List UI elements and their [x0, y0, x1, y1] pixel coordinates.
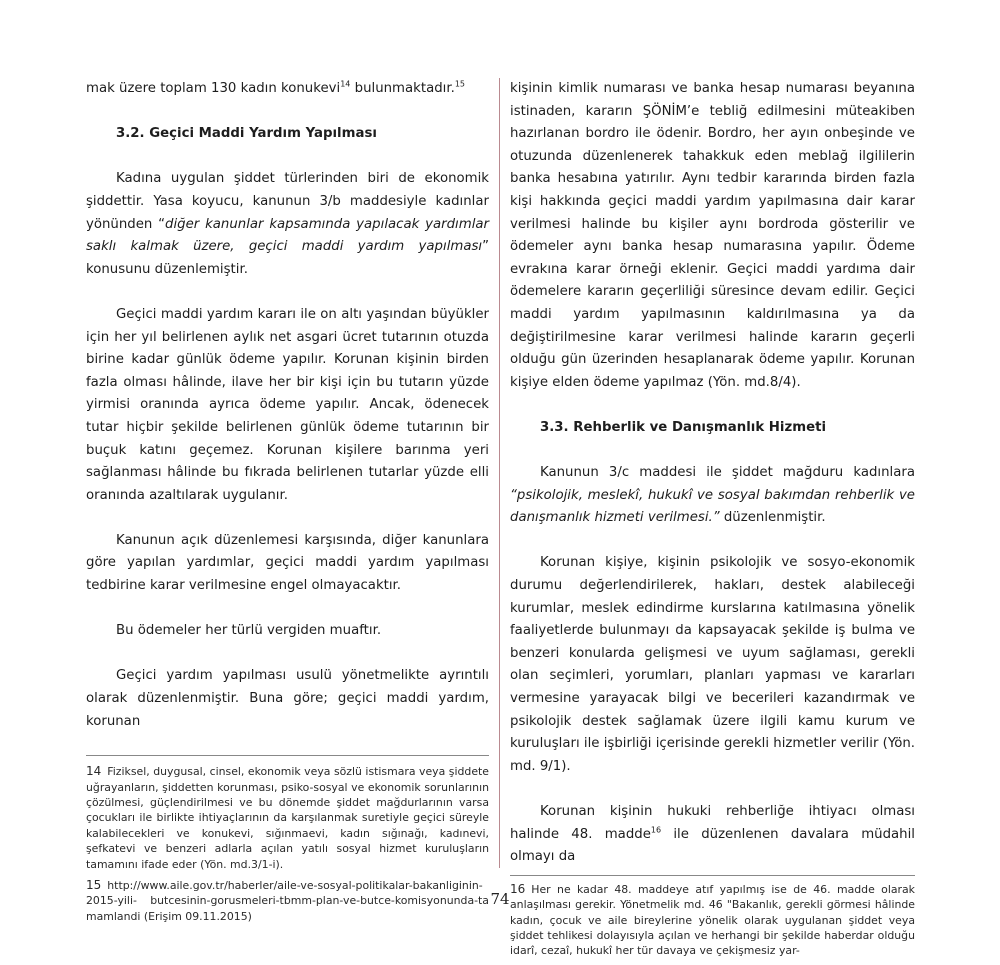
paragraph-procedure: Geçici yardım yapılması usulü yönetmelikte ayrıntılı olarak düzenlenmiştir. Buna göre; geçici maddi yardım, korunan [86, 668, 489, 729]
left-column [86, 78, 489, 930]
section-heading-3-3: 3.3. Rehberlik ve Danışmanlık Hizmeti [540, 419, 826, 435]
section-heading-3-2: 3.2. Geçici Maddi Yardım Yapılması [116, 126, 377, 142]
footnote-15: 15 http://www.aile.gov.tr/haberler/aile-ve-sosyal-politikalar-bakanliginin-2015-yili- butcesinin-gorusmeleri-tbmm-plan-ve-butce-komisyonunda-tamamlandi (Erişim 09.11.2015) [86, 878, 489, 923]
page-number: 74 [490, 890, 510, 908]
paragraph-payment-amount: Geçici maddi yardım kararı ile on altı yaşından büyükler için her yıl belirlenen aylık net asgari ücret tutarının otuzda birine kadar günlük ödeme yapılır. Korunan kişinin birden fazla olması hâlinde, ilave her bir kişi için bu tutarın yüzde yirmisi oranında ayrıca ödeme yapılır. Ancak, ödenecek tutar hiçbir şekilde belirlenen günlük ödeme tutarının bir buçuk katını geçemez. Korunan kişilere barınma yeri sağlanması hâlinde bu fıkrada belirlenen tutarlar yüzde elli oranında azaltılarak uygulanır. [86, 306, 489, 503]
paragraph-legal-guidance: Korunan kişinin hukuki rehberliğe ihtiyacı olması halinde 48. madde$^{16}$ ile düzenlenen davalara müdahil olmayı da [510, 804, 915, 865]
footnote-separator [510, 875, 915, 876]
paragraph-economic-violence: Kadına uygulan şiddet türlerinden biri de ekonomik şiddettir. Yasa koyucu, kanunun 3/b maddesiyle kadınlar yönünden “diğer kanunlar kapsamında yapılacak yardımlar saklı kalmak üzere, geçici maddi yardım yapılması” konusunu düzenlemiştir. [86, 171, 490, 277]
footnote-14: 14 Fiziksel, duygusal, cinsel, ekonomik veya sözlü istismara veya şiddete uğrayanların, şiddetten korunması, psiko-sosyal ve ekonomik sorunlarının çözülmesi, güçlendirilmesi ve bu dönemde şiddet mağdurlarının varsa çocukları ile birlikte ihtiyaçlarının da karşılanmak suretiyle geçici süreyle kalabilecekleri ve konukevi, sığınmaevi, kadın sığınağı, kadınevi, şefkatevi ve benzeri adlarla açılan yatılı sosyal hizmet kuruluşların tamamını ifade eder (Yön. md.3/1-i). [86, 764, 489, 871]
paragraph-guidance-law: Kanunun 3/c maddesi ile şiddet mağduru kadınlara “psikolojik, meslekî, hukukî ve sosyal bakımdan rehberlik ve danışmanlık hizmeti verilmesi.” düzenlenmiştir. [510, 465, 915, 526]
paragraph-guidance-services: Korunan kişiye, kişinin psikolojik ve sosyo-ekonomik durumu değerlendirilerek, hakları, destek alabileceği kurumlar, meslek edindirme kurslarına katılmasına yönelik faaliyetlerde bulunmayı da kapsayacak şekilde iş bulma ve benzeri konularda gelişmesi ve uyum sağlaması, gerekli olan seçimleri, yorumları, planları yapması ve kararları vermesine yarayacak bilgi ve becerileri kazandırmak ve psikolojik destek sağlamak üzere ilgili kamu kurum ve kuruluşları ile işbirliği içerisinde gerekli hizmetler verilir (Yön. md. 9/1). [510, 555, 915, 774]
footnote-15-link[interactable]: http://www.aile.gov.tr/haberler/aile-ve-sosyal-politikalar-bakanliginin-2015-yili- butcesinin-gorusmeleri-tbmm-plan-ve-butce-komisyonunda-tamamlandi (Erişim 09.11.2015) [86, 879, 489, 923]
footnote-ref-16[interactable]: 16 [650, 825, 662, 835]
column-divider [499, 78, 500, 868]
right-column [510, 78, 915, 965]
footnote-ref-15[interactable]: 15 [454, 79, 466, 89]
paragraph-other-aid: Kanunun açık düzenlemesi karşısında, diğer kanunlara göre yapılan yardımlar, geçici maddi yardım yapılması tedbirine karar verilmesine engel olmayacaktır. [86, 532, 489, 594]
paragraph-tax-exempt: Bu ödemeler her türlü vergiden muaftır. [116, 623, 382, 639]
footnote-separator [86, 755, 489, 756]
footnote-16: 16 Her ne kadar 48. maddeye atıf yapılmış ise de 46. madde olarak anlaşılması gerekir. Yönetmelik md. 46 "Bakanlık, gerekli görmesi hâlinde kadın, çocuk ve aile bireylerine yönelik olarak uygulanan şiddet veya şiddet tehlikesi dolayısıyla açılan ve herhangi bir şekilde haberdar olduğu idarî, cezaî, hukukî her tür davaya ve çekişmesiz yar- [510, 881, 915, 958]
paragraph-payment-procedure: kişinin kimlik numarası ve banka hesap numarası beyanına istinaden, kararın ŞÖNİM’e tebliğ edilmesini müteakiben hazırlanan bordro ile ödenir. Bordro, her ayın onbeşinde ve otuzunda düzenlenerek tahakkuk eden meblağ ilgililerin banka hesabına yatırılır. Aynı tedbir kararında birden fazla kişi hakkında geçici maddi yardım yapılmasına dair karar verilmesi halinde bu kişiler aynı bordroda gösterilir ve ödemeler aynı banka hesap numarasına yapılır. Ödeme evrakına karar örneği eklenir. Geçici maddi yardıma dair ödemelere kararın geçerliliği süresince devam edilir. Geçici maddi yardım yapılmasının kaldırılmasına ya da değiştirilmesine karar verilmesi halinde kararın geçerli olduğu gün üzerinden hesaplanarak ödeme yapılır. Korunan kişiye elden ödeme yapılmaz (Yön. md.8/4). [510, 81, 915, 390]
footnote-ref-14[interactable]: 14 [340, 79, 351, 89]
paragraph-continuation: mak üzere toplam 130 kadın konukevi$^{14}$ bulunmaktadır.$^{15}$ [86, 79, 466, 96]
